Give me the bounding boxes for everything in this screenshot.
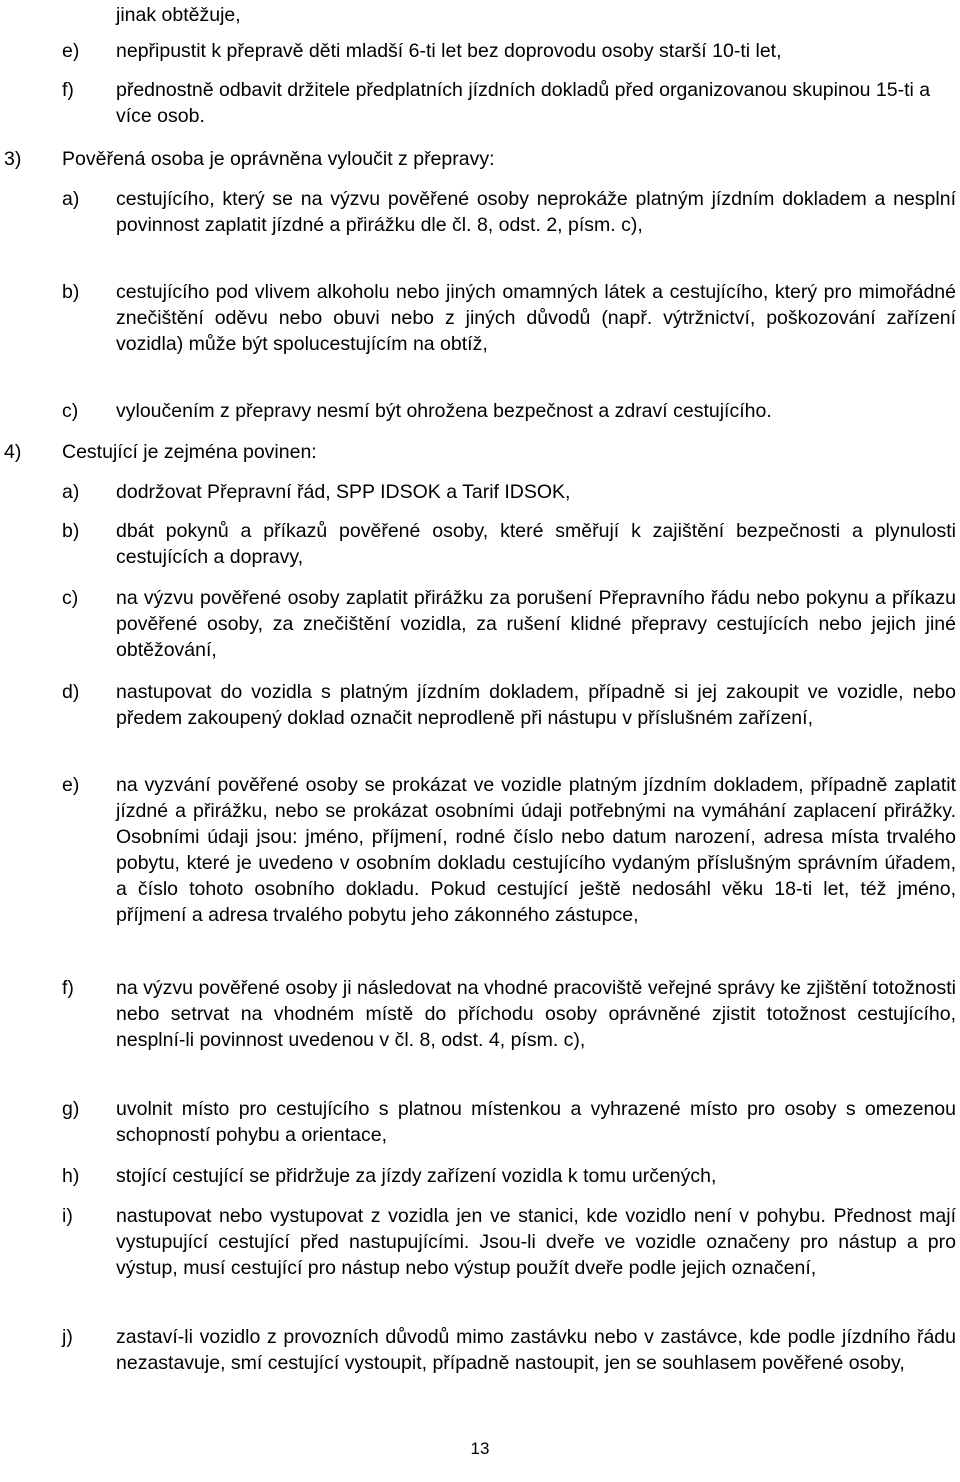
item-label: b) <box>62 520 80 542</box>
item-text: cestujícího, který se na výzvu pověřené osoby neprokáže platným jízdním dokladem a nesplní povinnost zaplatit jízdné a přirážku dle čl. 8, odst. 2, písm. c), <box>116 188 956 236</box>
item-text: nastupovat do vozidla s platným jízdním dokladem, případně si jej zakoupit ve vozidle, nebo předem zakoupený doklad označit neprodleně při nástupu v příslušném zařízení, <box>116 681 956 729</box>
item-label: b) <box>62 281 80 303</box>
item-text: přednostně odbavit držitele předplatních jízdních dokladů před organizovanou skupinou 15-ti a více osob. <box>116 79 931 127</box>
item-label: g) <box>62 1098 80 1120</box>
item-label: c) <box>62 587 79 609</box>
item-label: i) <box>62 1205 73 1227</box>
item-text: zastaví-li vozidlo z provozních důvodů mimo zastávku nebo v zastávce, kde podle jízdního řádu nezastavuje, smí cestující vystoupit, případně nastoupit, jen se souhlasem pověřené osoby, <box>116 1326 956 1374</box>
item-text: vyloučením z přepravy nesmí být ohrožena bezpečnost a zdraví cestujícího. <box>116 400 772 422</box>
item-label: a) <box>62 481 80 503</box>
item-text: na vyzvání pověřené osoby se prokázat ve vozidle platným jízdním dokladem, případně zaplatit jízdné a přirážku, nebo se prokázat osobními údaji potřebnými na vymáhání zaplacení přirážky. Osobními údaji jsou: jméno, příjmení, rodné číslo nebo datum narození, adresa místa trvalého pobytu, které je uvedeno v osobním dokladu cestujícího vydaným příslušným správním úřadem, a číslo tohoto osobního dokladu. Pokud cestující ještě nedosáhl věku 18-ti let, též jméno, příjmení a adresa trvalého pobytu jeho zákonného zástupce, <box>116 774 956 926</box>
item-text: uvolnit místo pro cestujícího s platnou místenkou a vyhrazené místo pro osoby s omezenou schopností pohybu a orientace, <box>116 1098 956 1146</box>
item-text: dodržovat Přepravní řád, SPP IDSOK a Tarif IDSOK, <box>116 481 571 503</box>
item-text: dbát pokynů a příkazů pověřené osoby, které směřují k zajištění bezpečnosti a plynulosti cestujících a dopravy, <box>116 520 956 568</box>
item-label: f) <box>62 79 74 101</box>
item-label: d) <box>62 681 80 703</box>
item-label: c) <box>62 400 79 422</box>
item-label: e) <box>62 774 80 796</box>
item-text: cestujícího pod vlivem alkoholu nebo jiných omamných látek a cestujícího, který pro mimořádné znečištění oděvu nebo obuvi nebo z jiných důvodů (např. výtržnictví, poškozování zařízení vozidla) může být spolucestujícím na obtíž, <box>116 281 956 355</box>
item-text: nastupovat nebo vystupovat z vozidla jen ve stanici, kde vozidlo není v pohybu. Přednost mají vystupující cestující před nastupujícími. Jsou-li dveře ve vozidle označeny pro nástup a pro výstup, musí cestující pro nástup nebo výstup použít dveře podle jejich označení, <box>116 1205 956 1279</box>
item-label: e) <box>62 40 80 62</box>
section-heading: Cestující je zejména povinen: <box>62 441 317 463</box>
section-number: 3) <box>4 148 22 170</box>
item-label: h) <box>62 1165 80 1187</box>
item-text: nepřipustit k přepravě děti mladší 6-ti let bez doprovodu osoby starší 10-ti let, <box>116 40 782 62</box>
section-number: 4) <box>4 441 22 463</box>
item-text: stojící cestující se přidržuje za jízdy zařízení vozidla k tomu určených, <box>116 1165 717 1187</box>
item-label: j) <box>62 1326 73 1348</box>
item-label: f) <box>62 977 74 999</box>
item-text: na výzvu pověřené osoby zaplatit přirážku za porušení Přepravního řádu nebo pokynu a příkazu pověřené osoby, za znečištění vozidla, za rušení klidné přepravy cestujících nebo jejich jiné obtěžování, <box>116 587 956 661</box>
page-number: 13 <box>470 1439 490 1458</box>
item-label: a) <box>62 188 80 210</box>
section-heading: Pověřená osoba je oprávněna vyloučit z přepravy: <box>62 148 495 170</box>
item-text: na výzvu pověřené osoby ji následovat na vhodné pracoviště veřejné správy ke zjištění totožnosti nebo setrvat na vhodném místě do příchodu osoby oprávněné zjistit totožnost cestujícího, nesplní-li povinnost uvedenou v čl. 8, odst. 4, písm. c), <box>116 977 956 1051</box>
continuation-text: jinak obtěžuje, <box>116 4 241 26</box>
